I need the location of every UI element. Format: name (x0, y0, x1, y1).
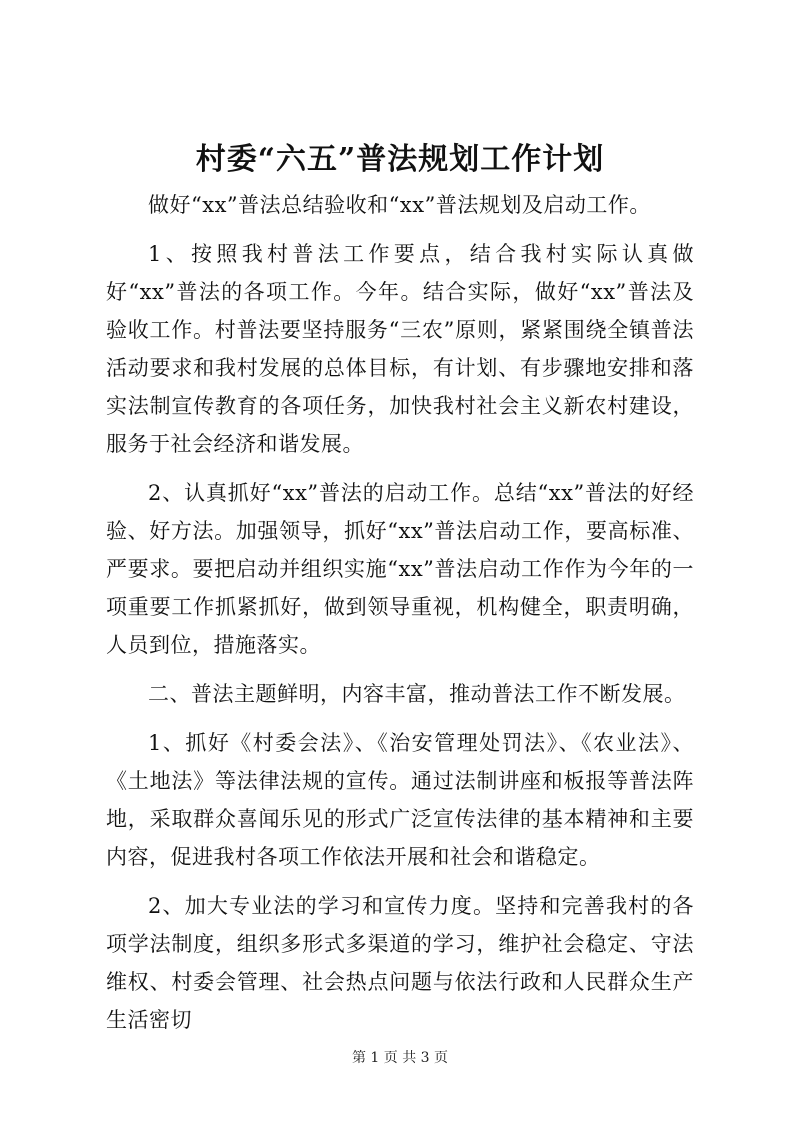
paragraph-6: 2、加大专业法的学习和宣传力度。坚持和完善我村的各项学法制度，组织多形式多渠道的学习，维护社会稳定、守法维权、村委会管理、社会热点问题与依法行政和人民群众生产生活密切 (106, 894, 694, 1032)
page-number-footer: 第 1 页 共 3 页 (351, 1050, 449, 1066)
paragraph-4: 二、普法主题鲜明，内容丰富，推动普法工作不断发展。 (148, 682, 686, 706)
paragraph-3: 2、认真抓好“xx”普法的启动工作。总结“xx”普法的好经验、好方法。加强领导，抓好“xx”普法启动工作，要高标准、严要求。要把启动并组织实施“xx”普法启动工作作为今年的一项重要工作抓紧抓好，做到领导重视，机构健全，职责明确，人员到位，措施落实。 (106, 481, 694, 657)
paragraph-1: 做好“xx”普法总结验收和“xx”普法规划及启动工作。 (148, 193, 651, 217)
paragraph-5: 1、抓好《村委会法》、《治安管理处罚法》、《农业法》、《土地法》等法律法规的宣传。通过法制讲座和板报等普法阵地，采取群众喜闻乐见的形式广泛宣传法律的基本精神和主要内容，促进我村各项工作依法开展和社会和谐稳定。 (106, 731, 694, 869)
document-body (106, 186, 694, 1050)
paragraph-2: 1、按照我村普法工作要点，结合我村实际认真做好“xx”普法的各项工作。今年。结合实际，做好“xx”普法及验收工作。村普法要坚持服务“三农”原则，紧紧围绕全镇普法活动要求和我村发展的总体目标，有计划、有步骤地安排和落实法制宣传教育的各项任务，加快我村社会主义新农村建设，服务于社会经济和谐发展。 (106, 242, 694, 456)
document-title: 村委“六五”普法规划工作计划 (195, 142, 605, 177)
